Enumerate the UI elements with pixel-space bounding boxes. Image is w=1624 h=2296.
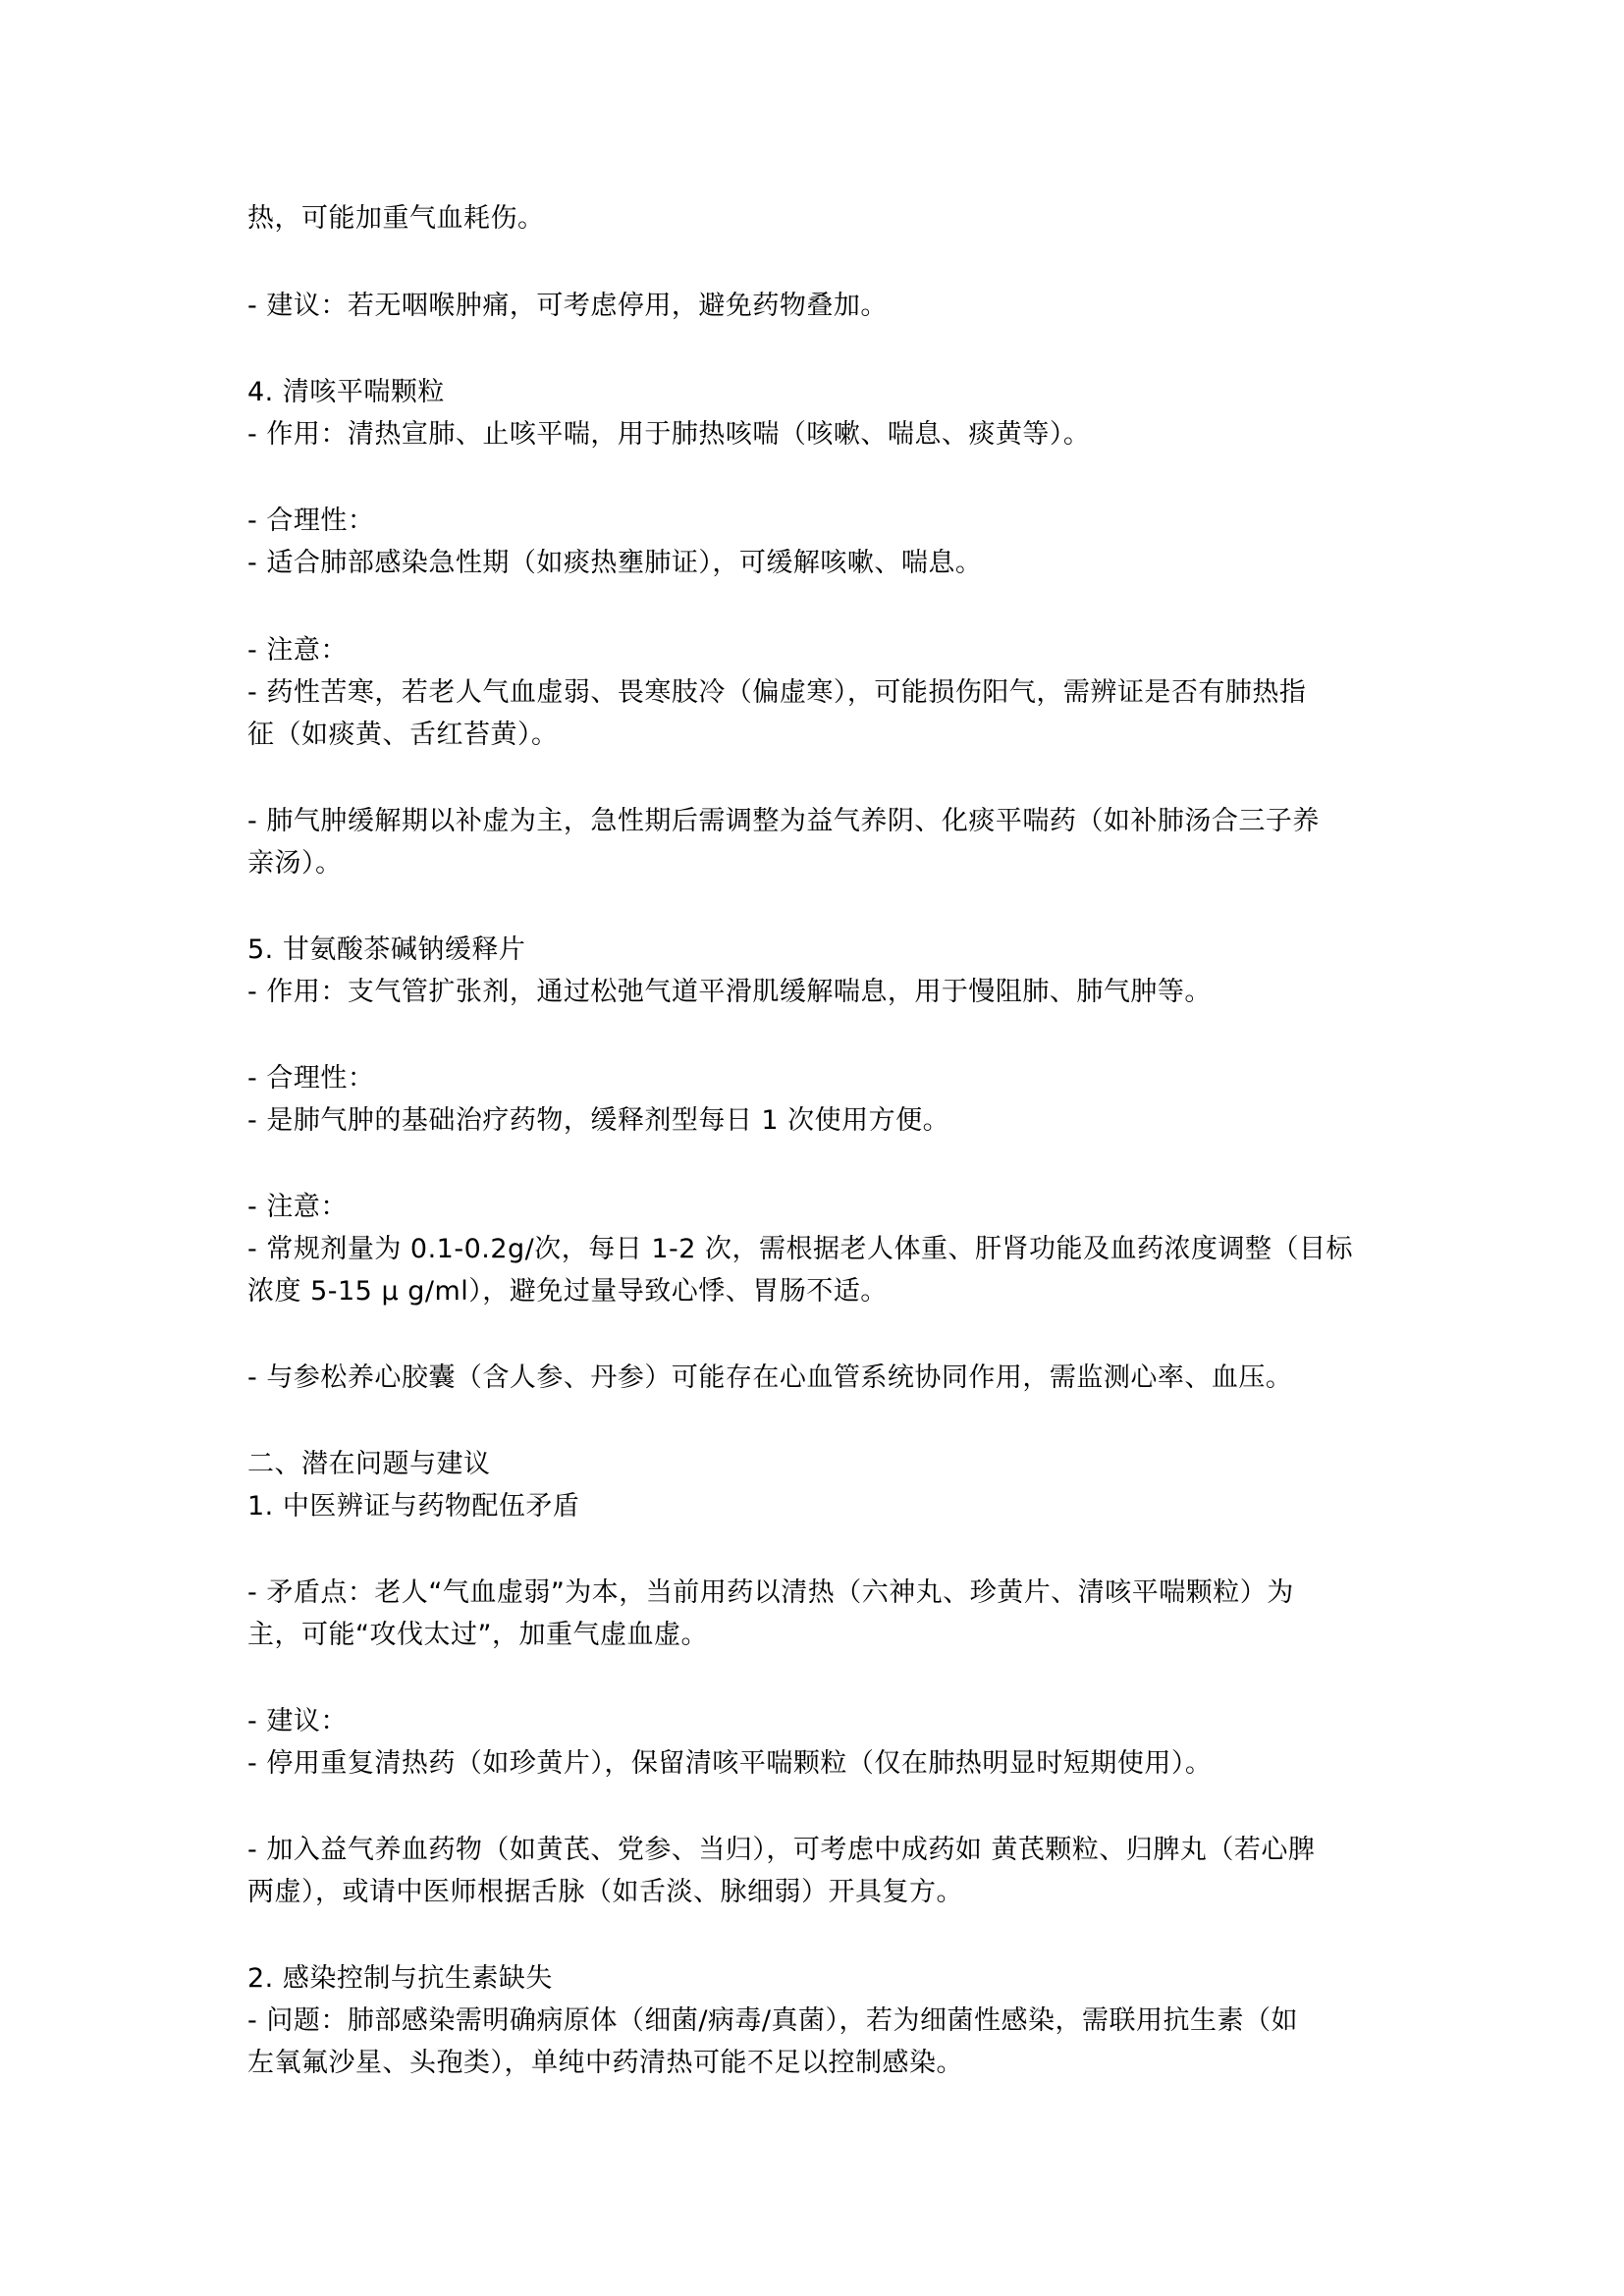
text-line: - 建议： — [247, 1706, 348, 1736]
text-line: 征（如痰黄、舌红苔黄）。 — [247, 720, 559, 750]
text-line: 热，可能加重气血耗伤。 — [247, 203, 545, 234]
text-line: - 与参松养心胶囊（含人参、丹参）可能存在心血管系统协同作用，需监测心率、血压。 — [247, 1362, 1293, 1393]
text-line: - 适合肺部感染急性期（如痰热壅肺证），可缓解咳嗽、喘息。 — [247, 548, 983, 578]
section-heading: 二、潜在问题与建议 — [247, 1449, 491, 1479]
section-heading: 4. 清咳平喘颗粒 — [247, 377, 445, 407]
text-line: 主，可能“攻伐太过”，加重气虚血虚。 — [247, 1620, 708, 1650]
text-line: - 注意： — [247, 635, 348, 666]
text-line: - 问题：肺部感染需明确病原体（细菌/病毒/真菌），若为细菌性感染，需联用抗生素（如 — [247, 2005, 1299, 2036]
text-line: 两虚），或请中医师根据舌脉（如舌淡、脉细弱）开具复方。 — [247, 1877, 963, 1907]
text-line: - 是肺气肿的基础治疗药物，缓释剂型每日 1 次使用方便。 — [247, 1105, 950, 1136]
text-line: - 肺气肿缓解期以补虚为主，急性期后需调整为益气养阴、化痰平喘药（如补肺汤合三子养 — [247, 806, 1320, 836]
text-line: - 作用：支气管扩张剂，通过松弛气道平滑肌缓解喘息，用于慢阻肺、肺气肿等。 — [247, 977, 1212, 1007]
text-line: - 合理性： — [247, 506, 375, 536]
section-heading: 2. 感染控制与抗生素缺失 — [247, 1963, 553, 1994]
text-line: - 合理性： — [247, 1063, 375, 1094]
text-line: - 药性苦寒，若老人气血虚弱、畏寒肢冷（偏虚寒），可能损伤阳气，需辨证是否有肺热指 — [247, 677, 1307, 708]
text-line: - 建议：若无咽喉肿痛，可考虑停用，避免药物叠加。 — [247, 291, 888, 321]
text-line: 浓度 5-15 μ g/ml），避免过量导致心悸、胃肠不适。 — [247, 1276, 888, 1307]
section-heading: 1. 中医辨证与药物配伍矛盾 — [247, 1491, 580, 1522]
section-heading: 5. 甘氨酸茶碱钠缓释片 — [247, 934, 526, 965]
text-line: - 停用重复清热药（如珍黄片），保留清咳平喘颗粒（仅在肺热明显时短期使用）。 — [247, 1748, 1213, 1779]
text-line: - 加入益气养血药物（如黄芪、党参、当归），可考虑中成药如 黄芪颗粒、归脾丸（若心脾 — [247, 1835, 1316, 1865]
text-line: - 注意： — [247, 1192, 348, 1222]
text-line: - 常规剂量为 0.1-0.2g/次，每日 1-2 次，需根据老人体重、肝肾功能及血药浓度调整（目标 — [247, 1234, 1354, 1264]
text-line: 左氧氟沙星、头孢类），单纯中药清热可能不足以控制感染。 — [247, 2048, 963, 2078]
text-line: - 矛盾点：老人“气血虚弱”为本，当前用药以清热（六神丸、珍黄片、清咳平喘颗粒）为 — [247, 1577, 1294, 1608]
text-line: - 作用：清热宣肺、止咳平喘，用于肺热咳喘（咳嗽、喘息、痰黄等）。 — [247, 419, 1091, 450]
text-line: 亲汤）。 — [247, 848, 343, 879]
